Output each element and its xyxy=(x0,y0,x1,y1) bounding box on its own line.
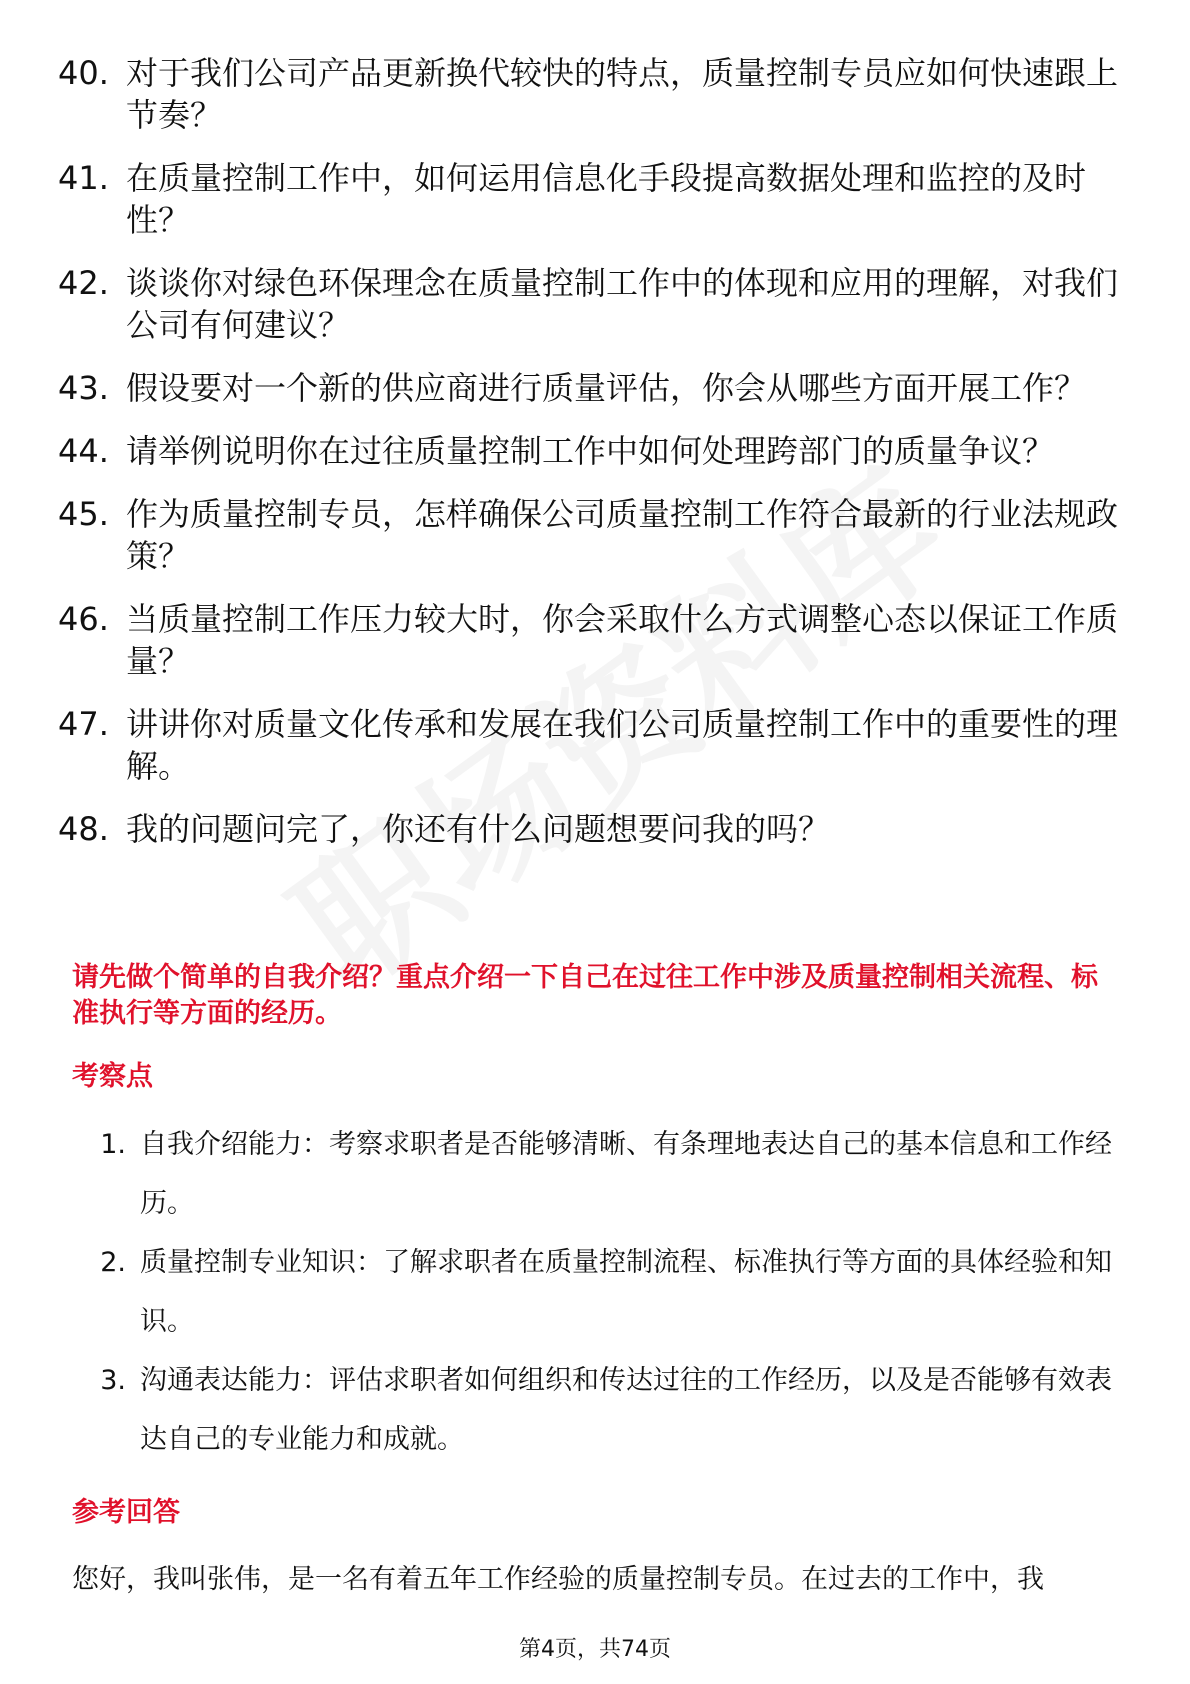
point-item xyxy=(72,1115,1118,1233)
question-item xyxy=(58,262,1118,346)
point-text: 自我介绍能力：考察求职者是否能够清晰、有条理地表达自己的基本信息和工作经历。 xyxy=(140,1129,1112,1219)
question-item xyxy=(58,52,1118,136)
question-item xyxy=(58,493,1118,577)
question-text: 在质量控制工作中，如何运用信息化手段提高数据处理和监控的及时性？ xyxy=(126,159,1087,239)
points-heading: 考察点 xyxy=(72,1061,153,1092)
question-item xyxy=(58,598,1118,682)
question-text: 作为质量控制专员，怎样确保公司质量控制工作符合最新的行业法规政策？ xyxy=(126,495,1119,575)
question-item xyxy=(58,367,1118,409)
question-number: 42. xyxy=(58,264,109,302)
question-number: 47. xyxy=(58,705,109,743)
question-text: 假设要对一个新的供应商进行质量评估，你会从哪些方面开展工作？ xyxy=(126,369,1087,407)
question-list xyxy=(58,52,1118,871)
question-number: 48. xyxy=(58,810,109,848)
question-text: 讲讲你对质量文化传承和发展在我们公司质量控制工作中的重要性的理解。 xyxy=(126,705,1119,785)
question-text: 我的问题问完了，你还有什么问题想要问我的吗？ xyxy=(126,810,831,848)
question-number: 44. xyxy=(58,432,109,470)
question-text: 请举例说明你在过往质量控制工作中如何处理跨部门的质量争议？ xyxy=(126,432,1055,470)
question-text: 谈谈你对绿色环保理念在质量控制工作中的体现和应用的理解，对我们公司有何建议？ xyxy=(126,264,1119,344)
points-list xyxy=(72,1115,1118,1469)
point-text: 沟通表达能力：评估求职者如何组织和传达过往的工作经历，以及是否能够有效表达自己的专业能力和成就。 xyxy=(140,1365,1112,1455)
question-text: 当质量控制工作压力较大时，你会采取什么方式调整心态以保证工作质量？ xyxy=(126,600,1119,680)
question-number: 41. xyxy=(58,159,109,197)
question-item xyxy=(58,703,1118,787)
point-number: 1. xyxy=(100,1129,126,1160)
point-item xyxy=(72,1233,1118,1351)
page-footer: 第4页，共74页 xyxy=(519,1637,671,1662)
answer-heading: 参考回答 xyxy=(72,1497,180,1528)
question-number: 43. xyxy=(58,369,109,407)
question-text: 对于我们公司产品更新换代较快的特点，质量控制专员应如何快速跟上节奏？ xyxy=(126,54,1119,134)
point-item xyxy=(72,1351,1118,1469)
answer-text: 您好，我叫张伟，是一名有着五年工作经验的质量控制专员。在过去的工作中，我 xyxy=(72,1564,1044,1595)
question-number: 40. xyxy=(58,54,109,92)
point-number: 3. xyxy=(100,1365,126,1396)
featured-question: 请先做个简单的自我介绍？重点介绍一下自己在过往工作中涉及质量控制相关流程、标准执行等方面的经历。 xyxy=(72,962,1098,1029)
point-number: 2. xyxy=(100,1247,126,1278)
question-item xyxy=(58,157,1118,241)
point-text: 质量控制专业知识：了解求职者在质量控制流程、标准执行等方面的具体经验和知识。 xyxy=(140,1247,1112,1337)
question-number: 45. xyxy=(58,495,109,533)
question-item xyxy=(58,430,1118,472)
question-item xyxy=(58,808,1118,850)
question-number: 46. xyxy=(58,600,109,638)
